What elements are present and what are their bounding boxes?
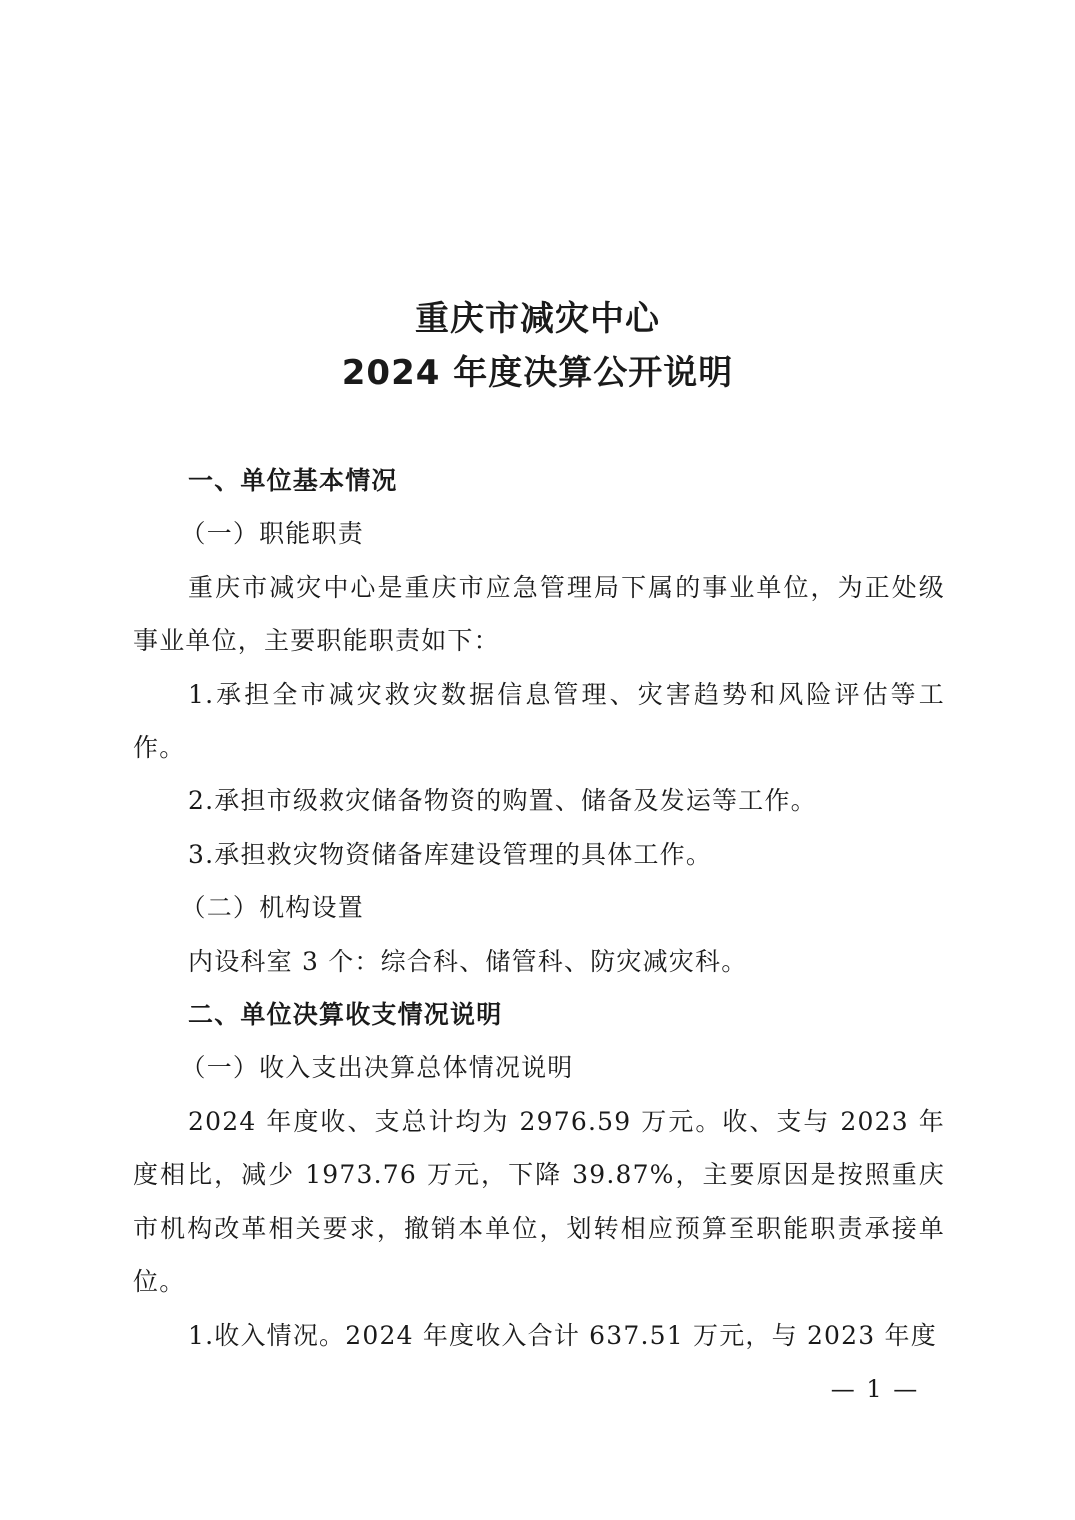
paragraph-overall-summary: 2024 年度收、支总计均为 2976.59 万元。收、支与 2023 年度相比，减少 1973.76 万元，下降 39.87%，主要原因是按照重庆市机构改革相关要求，撤销本单位，划转相应预算至职能职责承接单位。 [133, 1106, 945, 1297]
paragraph-departments: 内设科室 3 个：综合科、储管科、防灾减灾科。 [188, 946, 748, 976]
paragraph-duty-2: 2.承担市级救灾储备物资的购置、储备及发运等工作。 [188, 786, 817, 816]
subsection-heading-duties: （一）职能职责 [180, 519, 364, 549]
section-heading-1: 一、单位基本情况 [188, 466, 398, 495]
title-line-2: 2024 年度决算公开说明 [341, 353, 734, 393]
page-number: — 1 — [830, 1375, 920, 1403]
paragraph-duty-1: 1.承担全市减灾救灾数据信息管理、灾害趋势和风险评估等工作。 [133, 679, 945, 763]
title-line-1: 重庆市减灾中心 [415, 299, 660, 339]
paragraph-income: 1.收入情况。2024 年度收入合计 637.51 万元，与 2023 年度 [188, 1320, 937, 1350]
document-body [133, 454, 945, 1362]
section-heading-2: 二、单位决算收支情况说明 [188, 1000, 503, 1030]
subsection-heading-overall: （一）收入支出决算总体情况说明 [180, 1053, 574, 1083]
paragraph-intro: 重庆市减灾中心是重庆市应急管理局下属的事业单位，为正处级事业单位，主要职能职责如下： [133, 572, 945, 656]
paragraph-duty-3: 3.承担救灾物资储备库建设管理的具体工作。 [188, 839, 713, 869]
subsection-heading-structure: （二）机构设置 [180, 893, 364, 923]
document-title [0, 292, 1075, 400]
